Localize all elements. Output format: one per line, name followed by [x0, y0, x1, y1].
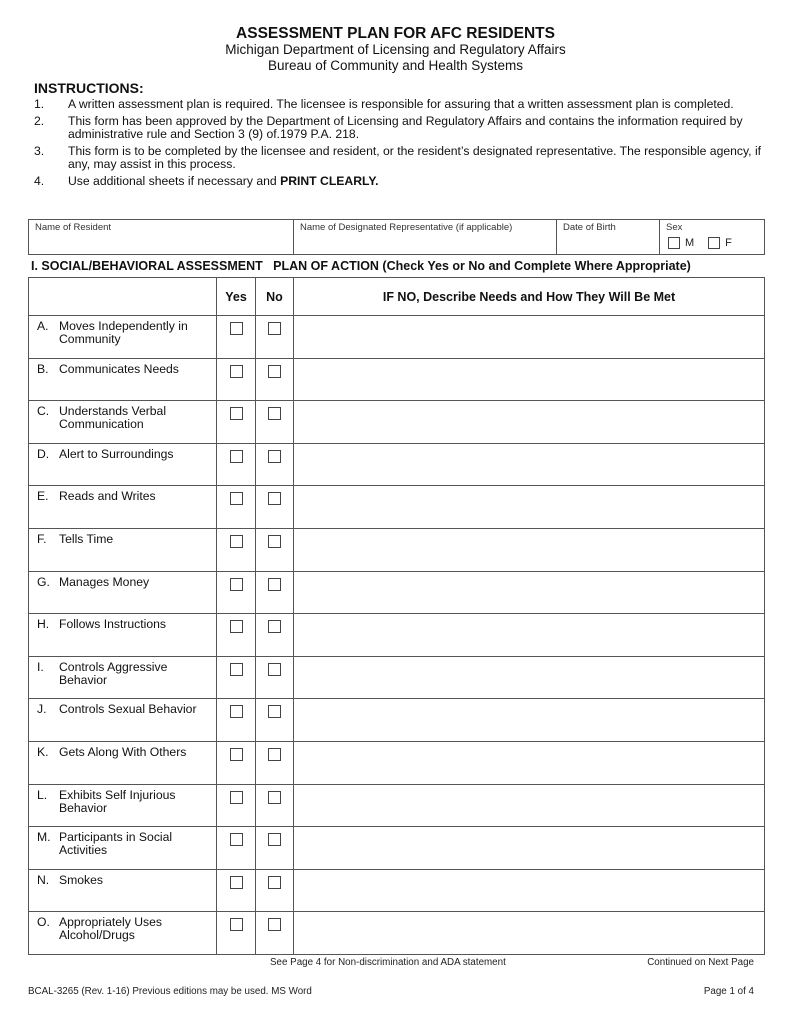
- checkbox-no[interactable]: [268, 535, 281, 548]
- table-row: [29, 528, 764, 571]
- item-label-cell: [29, 870, 217, 912]
- table-row: [29, 911, 764, 954]
- no-cell: [256, 529, 294, 571]
- item-label: Gets Along With Others: [59, 744, 187, 759]
- checkbox-no[interactable]: [268, 450, 281, 463]
- yes-cell: [217, 657, 256, 699]
- assessment-table: [28, 277, 765, 955]
- description-field[interactable]: [294, 401, 764, 443]
- section-subtitle: PLAN OF ACTION (Check Yes or No and Complete Where Appropriate): [273, 259, 691, 273]
- yes-cell: [217, 486, 256, 528]
- table-row: [29, 741, 764, 784]
- table-row: [29, 826, 764, 869]
- instruction-item: [34, 98, 764, 111]
- instruction-item: [34, 175, 764, 188]
- item-label: Participants in Social Activities: [59, 830, 173, 858]
- instruction-number: 1.: [34, 97, 45, 111]
- checkbox-yes[interactable]: [230, 450, 243, 463]
- yes-cell: [217, 699, 256, 741]
- checkbox-no[interactable]: [268, 833, 281, 846]
- description-field[interactable]: [294, 486, 764, 528]
- checkbox-no[interactable]: [268, 578, 281, 591]
- representative-name-label: Name of Designated Representative (if applicable): [300, 222, 513, 233]
- item-label: Controls Sexual Behavior: [59, 702, 197, 717]
- no-cell: [256, 572, 294, 614]
- table-row: [29, 571, 764, 614]
- table-header-row: [29, 278, 764, 315]
- description-field[interactable]: [294, 785, 764, 827]
- yes-cell: [217, 444, 256, 486]
- description-field[interactable]: [294, 742, 764, 784]
- no-cell: [256, 444, 294, 486]
- form-title: ASSESSMENT PLAN FOR AFC RESIDENTS: [236, 25, 555, 42]
- description-field[interactable]: [294, 444, 764, 486]
- department-name: Michigan Department of Licensing and Regulatory Affairs: [225, 42, 566, 57]
- instruction-number: 2.: [34, 114, 45, 128]
- checkbox-yes[interactable]: [230, 876, 243, 889]
- no-cell: [256, 486, 294, 528]
- no-cell: [256, 614, 294, 656]
- checkbox-no[interactable]: [268, 876, 281, 889]
- item-letter: K.: [37, 744, 49, 759]
- yes-cell: [217, 359, 256, 401]
- item-label-cell: [29, 359, 217, 401]
- sex-field: [660, 220, 764, 254]
- yes-cell: [217, 614, 256, 656]
- item-label-cell: [29, 912, 217, 954]
- no-cell: [256, 699, 294, 741]
- checkbox-yes[interactable]: [230, 407, 243, 420]
- yes-cell: [217, 529, 256, 571]
- header-no: No: [256, 278, 294, 315]
- checkbox-no[interactable]: [268, 748, 281, 761]
- checkbox-no[interactable]: [268, 492, 281, 505]
- item-label-cell: [29, 614, 217, 656]
- instruction-number: 4.: [34, 174, 45, 188]
- item-label-cell: [29, 486, 217, 528]
- date-of-birth-label: Date of Birth: [563, 222, 616, 233]
- checkbox-no[interactable]: [268, 407, 281, 420]
- item-label-cell: [29, 572, 217, 614]
- yes-cell: [217, 316, 256, 358]
- header-blank-cell: [29, 278, 217, 315]
- item-label: Moves Independently in Community: [59, 319, 188, 346]
- instructions-heading: INSTRUCTIONS:: [34, 80, 144, 96]
- item-letter: D.: [37, 446, 50, 461]
- table-row: [29, 400, 764, 443]
- description-field[interactable]: [294, 699, 764, 741]
- item-label: Exhibits Self Injurious Behavior: [59, 787, 176, 815]
- yes-cell: [217, 870, 256, 912]
- table-row: [29, 358, 764, 401]
- table-row: [29, 656, 764, 699]
- footer-continued: Continued on Next Page: [647, 957, 754, 968]
- item-label: Alert to Surroundings: [59, 446, 174, 461]
- table-row: [29, 784, 764, 827]
- section-title: I. SOCIAL/BEHAVIORAL ASSESSMENT: [31, 259, 263, 273]
- item-letter: N.: [37, 872, 50, 887]
- yes-cell: [217, 401, 256, 443]
- assessment-rows: [29, 315, 764, 954]
- yes-cell: [217, 742, 256, 784]
- item-label-cell: [29, 529, 217, 571]
- date-of-birth-field[interactable]: [557, 220, 660, 254]
- checkbox-no[interactable]: [268, 705, 281, 718]
- item-letter: F.: [37, 531, 47, 546]
- footer-form-id: BCAL-3265 (Rev. 1-16) Previous editions may be used. MS Word: [28, 986, 312, 997]
- item-label-cell: [29, 699, 217, 741]
- item-label-cell: [29, 444, 217, 486]
- checkbox-yes[interactable]: [230, 365, 243, 378]
- sex-options: [668, 237, 732, 249]
- item-label: Appropriately Uses Alcohol/Drugs: [59, 915, 162, 943]
- header-yes: Yes: [217, 278, 256, 315]
- item-letter: A.: [37, 319, 49, 333]
- no-cell: [256, 742, 294, 784]
- instruction-text: [68, 175, 764, 188]
- sex-label: Sex: [666, 222, 683, 233]
- item-label: Understands Verbal Communication: [59, 404, 167, 432]
- no-cell: [256, 912, 294, 954]
- instruction-text: This form is to be completed by the licensee and resident, or the resident’s designated representative. The responsible agency, if any, may assist in this process.: [68, 144, 762, 171]
- instruction-item: [34, 115, 764, 141]
- resident-name-label: Name of Resident: [35, 222, 112, 233]
- checkbox-yes[interactable]: [230, 620, 243, 633]
- table-row: [29, 613, 764, 656]
- no-cell: [256, 316, 294, 358]
- instruction-number: 3.: [34, 144, 45, 158]
- item-letter: I.: [37, 659, 44, 674]
- table-row: [29, 698, 764, 741]
- instruction-text-plain: Use additional sheets if necessary and: [68, 174, 281, 188]
- item-label-cell: [29, 316, 217, 358]
- description-field[interactable]: [294, 657, 764, 699]
- checkbox-no[interactable]: [268, 365, 281, 378]
- description-field[interactable]: [294, 572, 764, 614]
- item-label: Manages Money: [59, 574, 150, 589]
- item-label-cell: [29, 657, 217, 699]
- item-letter: O.: [37, 915, 50, 930]
- checkbox-yes[interactable]: [230, 492, 243, 505]
- item-letter: B.: [37, 361, 49, 376]
- footer-ada-note: See Page 4 for Non-discrimination and ADA statement: [270, 957, 506, 968]
- item-letter: C.: [37, 404, 50, 419]
- header-describe: IF NO, Describe Needs and How They Will Be Met: [382, 289, 676, 304]
- yes-cell: [217, 785, 256, 827]
- table-row: [29, 869, 764, 912]
- item-letter: J.: [37, 702, 47, 717]
- description-field[interactable]: [294, 614, 764, 656]
- instruction-item: [34, 145, 764, 171]
- checkbox-no[interactable]: [268, 663, 281, 676]
- item-letter: M.: [37, 830, 51, 845]
- sex-option-male[interactable]: [668, 237, 694, 249]
- table-row: [29, 315, 764, 358]
- no-cell: [256, 657, 294, 699]
- item-label: Tells Time: [59, 531, 114, 546]
- table-row: [29, 485, 764, 528]
- yes-cell: [217, 572, 256, 614]
- item-letter: H.: [37, 617, 50, 632]
- yes-cell: [217, 912, 256, 954]
- sex-option-female[interactable]: [708, 237, 732, 249]
- no-cell: [256, 401, 294, 443]
- checkbox-yes[interactable]: [230, 748, 243, 761]
- item-label-cell: [29, 401, 217, 443]
- item-label: Follows Instructions: [59, 617, 167, 632]
- instruction-text: This form has been approved by the Department of Licensing and Regulatory Affairs and contains the information required by administrative rule and Section 3 (9) of.1979 P.A. 218.: [68, 114, 743, 141]
- item-label: Smokes: [59, 872, 104, 887]
- item-label: Communicates Needs: [59, 361, 179, 376]
- sex-option-label: M: [685, 237, 695, 249]
- checkbox-yes[interactable]: [230, 578, 243, 591]
- instructions-list: [34, 98, 764, 192]
- item-letter: E.: [37, 489, 49, 504]
- description-field[interactable]: [294, 529, 764, 571]
- item-label: Controls Aggressive Behavior: [59, 659, 168, 687]
- checkbox-no[interactable]: [268, 322, 281, 335]
- checkbox-yes[interactable]: [230, 705, 243, 718]
- sex-option-label: F: [725, 237, 732, 249]
- description-field[interactable]: [294, 827, 764, 869]
- item-label-cell: [29, 742, 217, 784]
- no-cell: [256, 359, 294, 401]
- item-letter: G.: [37, 574, 50, 589]
- resident-identification-table: [28, 219, 765, 255]
- no-cell: [256, 870, 294, 912]
- no-cell: [256, 827, 294, 869]
- item-label-cell: [29, 827, 217, 869]
- checkbox-male[interactable]: [668, 237, 680, 249]
- no-cell: [256, 785, 294, 827]
- checkbox-yes[interactable]: [230, 663, 243, 676]
- item-label: Reads and Writes: [59, 489, 156, 504]
- description-field[interactable]: [294, 870, 764, 912]
- checkbox-yes[interactable]: [230, 322, 243, 335]
- checkbox-no[interactable]: [268, 791, 281, 804]
- instruction-text: A written assessment plan is required. The licensee is responsible for assuring that a written assessment plan is completed.: [68, 97, 734, 111]
- form-header: [0, 25, 791, 74]
- description-field[interactable]: [294, 359, 764, 401]
- checkbox-yes[interactable]: [230, 918, 243, 931]
- checkbox-no[interactable]: [268, 918, 281, 931]
- table-row: [29, 443, 764, 486]
- checkbox-yes[interactable]: [230, 535, 243, 548]
- checkbox-female[interactable]: [708, 237, 720, 249]
- checkbox-yes[interactable]: [230, 833, 243, 846]
- print-clearly-emphasis: PRINT CLEARLY.: [280, 174, 379, 188]
- resident-name-field[interactable]: [29, 220, 294, 254]
- checkbox-yes[interactable]: [230, 791, 243, 804]
- bureau-name: Bureau of Community and Health Systems: [267, 58, 524, 73]
- description-field[interactable]: [294, 316, 764, 358]
- checkbox-no[interactable]: [268, 620, 281, 633]
- representative-name-field[interactable]: [294, 220, 557, 254]
- footer-page-number: Page 1 of 4: [703, 986, 754, 997]
- description-field[interactable]: [294, 912, 764, 954]
- item-label-cell: [29, 785, 217, 827]
- section-heading: [31, 259, 691, 273]
- item-letter: L.: [37, 787, 48, 802]
- yes-cell: [217, 827, 256, 869]
